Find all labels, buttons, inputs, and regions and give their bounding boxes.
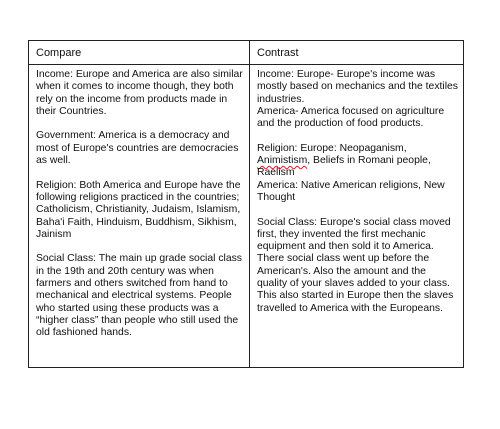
compare-cell <box>29 66 249 352</box>
contrast-income-europe: Income: Europe- Europe's income was mostly based on mechanics and the textiles industries. <box>257 69 458 105</box>
contrast-cell <box>250 66 464 327</box>
contrast-religion-america: America: Native American religions, New Thought <box>257 179 445 203</box>
compare-income: Income: Europe and America are also similar when it comes to income though, they both rely on the income from products made in their Countries. <box>36 69 243 117</box>
contrast-social-class: Social Class: Europe's social class moved first, they invented the first mechanic equipment and then sold it to America. There social class went up before the American's. Also the amount and the quality of your slaves added to your class. This also started in Europe then the slaves travelled to America with the Europeans. <box>257 216 454 314</box>
contrast-income-america: America- America focused on agriculture and the production of food products. <box>257 105 445 130</box>
compare-religion: Religion: Both America and Europe have the following religions practiced in the countries; Catholicism, Christianity, Judaism, Islamism, Baha'i Faith, Hinduism, Buddhism, Sikhism, Jainism <box>36 179 241 240</box>
compare-government: Government: America is a democracy and most of Europe's countries are democracies as well. <box>36 130 239 167</box>
contrast-religion-suffix: , Beliefs in Romani people, Raelism <box>257 155 431 179</box>
contrast-religion-europe <box>257 143 458 180</box>
misspelled-word: Animistism <box>257 155 308 167</box>
compare-header: Compare <box>36 47 82 59</box>
compare-contrast-table <box>28 40 464 368</box>
compare-social-class: Social Class: The main up grade social class in the 19th and 20th century was when farmers and others switched from hand to mechanical and electrical systems. People who started using these products was a “higher class” than people who still used the old fashioned hands. <box>36 253 242 339</box>
contrast-religion-prefix: Religion: Europe: Neopaganism, <box>257 142 407 154</box>
contrast-header: Contrast <box>257 47 299 59</box>
table-header-row <box>29 41 463 65</box>
